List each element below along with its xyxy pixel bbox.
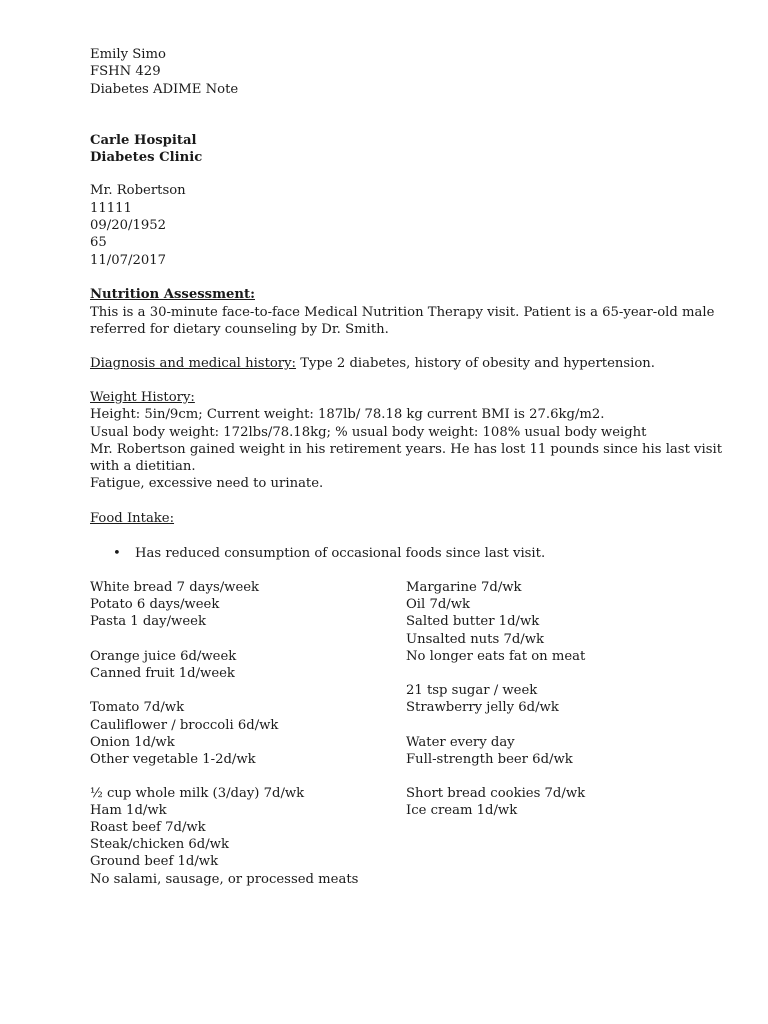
food-item-right: Ice cream 1d/wk [406,803,518,818]
patient-dob: 09/20/1952 [90,218,167,233]
food-item-left: ½ cup whole milk (3/day) 7d/wk [90,786,305,801]
food-item-left: Steak/chicken 6d/wk [90,837,229,852]
food-item-right: Full-strength beer 6d/wk [406,752,573,767]
assessment-line: referred for dietary counseling by Dr. Smith. [90,322,389,337]
food-item-left: Orange juice 6d/week [90,649,237,664]
patient-age: 65 [90,235,107,250]
diagnosis-line [90,355,655,372]
food-item-right: 21 tsp sugar / week [406,683,538,698]
author-name: Emily Simo [90,47,166,62]
food-item-left: Canned fruit 1d/week [90,666,235,681]
food-item-left: Other vegetable 1-2d/wk [90,752,256,767]
food-item-right: Strawberry jelly 6d/wk [406,700,559,715]
diagnosis-heading: Diagnosis and medical history: [90,356,297,371]
weight-history-line: with a dietitian. [90,459,196,474]
assessment-heading: Nutrition Assessment: [90,287,255,302]
food-item-right: Water every day [406,735,515,750]
visit-date: 11/07/2017 [90,253,167,268]
food-intake-heading: Food Intake: [90,511,175,526]
bullet-icon: • [113,546,121,561]
course-code: FSHN 429 [90,64,161,79]
food-item-left: Pasta 1 day/week [90,614,206,629]
food-item-left: No salami, sausage, or processed meats [90,872,359,887]
food-intake-bullet: Has reduced consumption of occasional foods since last visit. [135,546,546,561]
diagnosis-text: Type 2 diabetes, history of obesity and hypertension. [296,356,655,371]
document-title: Diabetes ADIME Note [90,82,239,97]
food-item-left: Potato 6 days/week [90,597,220,612]
food-item-right: Salted butter 1d/wk [406,614,540,629]
patient-name: Mr. Robertson [90,183,186,198]
hospital-name: Carle Hospital [90,133,197,148]
food-item-right: Unsalted nuts 7d/wk [406,632,544,647]
food-item-left: Roast beef 7d/wk [90,820,206,835]
weight-history-line: Mr. Robertson gained weight in his retirement years. He has lost 11 pounds since his last visit [90,442,723,457]
food-item-right: Oil 7d/wk [406,597,470,612]
food-item-right: Short bread cookies 7d/wk [406,786,586,801]
weight-history-line: Height: 5in/9cm; Current weight: 187lb/ 78.18 kg current BMI is 27.6kg/m2. [90,407,605,422]
food-item-left: White bread 7 days/week [90,580,260,595]
food-item-left: Ham 1d/wk [90,803,167,818]
food-item-right: Margarine 7d/wk [406,580,522,595]
assessment-line: This is a 30-minute face-to-face Medical Nutrition Therapy visit. Patient is a 65-year-old male [90,305,715,320]
food-item-left: Tomato 7d/wk [90,700,185,715]
patient-id: 11111 [90,201,132,216]
weight-history-line: Fatigue, excessive need to urinate. [90,476,324,491]
food-item-left: Cauliflower / broccoli 6d/wk [90,718,279,733]
weight-history-line: Usual body weight: 172lbs/78.18kg; % usual body weight: 108% usual body weight [90,425,647,440]
food-item-right: No longer eats fat on meat [406,649,586,664]
food-item-left: Ground beef 1d/wk [90,854,219,869]
weight-history-heading: Weight History: [90,390,195,405]
food-item-left: Onion 1d/wk [90,735,175,750]
clinic-name: Diabetes Clinic [90,150,203,165]
